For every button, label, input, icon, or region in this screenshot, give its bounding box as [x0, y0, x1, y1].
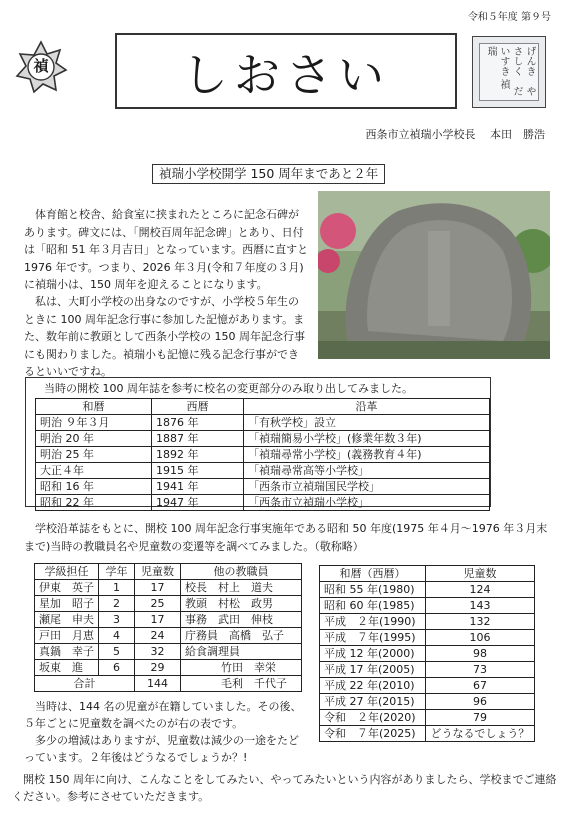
table-cell: 25 — [135, 596, 181, 612]
table-cell: 6 — [99, 660, 135, 676]
table-row — [35, 628, 302, 644]
table-cell: 1947 年 — [152, 495, 244, 511]
table-cell: 98 — [426, 646, 535, 662]
table-total-row — [35, 676, 302, 692]
table-cell: 教頭 村松 政男 — [181, 596, 302, 612]
table-cell: 星加 昭子 — [35, 596, 99, 612]
table-cell: 明治 ９年３月 — [36, 415, 152, 431]
table-row — [36, 479, 490, 495]
total-label: 合計 — [35, 676, 135, 692]
issue-number: 令和５年度 第９号 — [467, 12, 551, 23]
table-row — [35, 644, 302, 660]
table-cell: 昭和 60 年(1985) — [320, 598, 426, 614]
table-row — [36, 495, 490, 511]
table-header: 西暦 — [152, 399, 244, 415]
table-row — [35, 596, 302, 612]
table-cell: 平成 ２年(1990) — [320, 614, 426, 630]
table-cell: 1941 年 — [152, 479, 244, 495]
table-cell: 79 — [426, 710, 535, 726]
school-history-intro: 当時の開校 100 周年誌を参考に校名の変更部分のみ取り出してみました。 — [44, 382, 413, 395]
table-cell: 庁務員 高橋 弘子 — [181, 628, 302, 644]
table-cell: 106 — [426, 630, 535, 646]
table-cell: 17 — [135, 612, 181, 628]
table-row — [320, 598, 535, 614]
table-cell: 3 — [99, 612, 135, 628]
table-row — [320, 614, 535, 630]
table-header: 児童数 — [426, 566, 535, 582]
table-cell: 2 — [99, 596, 135, 612]
enrollment-trend-note: 多少の増減はありますが、児童数は減少の一途をたどっています。２年後はどうなるでしょうか？! — [24, 734, 299, 764]
total-value: 144 — [135, 676, 181, 692]
table-header-row — [36, 399, 490, 415]
table-cell: 1887 年 — [152, 431, 244, 447]
table-cell: 1876 年 — [152, 415, 244, 431]
table-cell: 1892 年 — [152, 447, 244, 463]
table-cell: 「禎瑞尋常小学校」(義務教育４年) — [244, 447, 490, 463]
table-row — [320, 678, 535, 694]
table-cell: 瀬尾 申夫 — [35, 612, 99, 628]
table-cell: 4 — [99, 628, 135, 644]
table-cell: 事務 武田 伸枝 — [181, 612, 302, 628]
survey-intro: 学校沿革誌をもとに、開校 100 周年記念行事実施年である昭和 50 年度(1975 年４月～1976 年３月末まで)当時の教職員名や児童数の変遷等を調べてみました。（敬称略） — [24, 522, 548, 553]
table-cell: 昭和 22 年 — [36, 495, 152, 511]
enrollment-note: 当時は、144 名の児童が在籍していました。その後、５年ごとに児童数を調べたのが右の表です。 — [24, 700, 302, 730]
table-header: 沿革 — [244, 399, 490, 415]
memorial-stone-photo — [318, 191, 550, 359]
school-history-table — [35, 398, 490, 511]
table-cell: 17 — [135, 580, 181, 596]
table-row — [35, 612, 302, 628]
table-cell: 平成 22 年(2010) — [320, 678, 426, 694]
table-cell: 1915 年 — [152, 463, 244, 479]
table-cell: 「西条市立禎瑞国民学校」 — [244, 479, 490, 495]
emblem-character: 禎 — [33, 57, 49, 75]
table-cell: 「有秋学校」設立 — [244, 415, 490, 431]
table-cell: 校長 村上 道夫 — [181, 580, 302, 596]
table-row — [320, 710, 535, 726]
table-row — [320, 726, 535, 742]
principal-name: 西条市立禎瑞小学校長 本田 勝浩 — [365, 128, 545, 141]
table-cell: どうなるでしょう？ — [426, 726, 535, 742]
table-cell: 令和 ７年(2025) — [320, 726, 426, 742]
table-cell: 124 — [426, 582, 535, 598]
newsletter-title: しおさい — [182, 48, 390, 102]
table-row — [320, 694, 535, 710]
school-motto: げんき やさしく だいすき 禎瑞 — [479, 43, 539, 101]
school-emblem-icon — [14, 40, 68, 94]
table-cell: 戸田 月恵 — [35, 628, 99, 644]
table-cell: 96 — [426, 694, 535, 710]
table-cell: 29 — [135, 660, 181, 676]
table-header: 学年 — [99, 564, 135, 580]
school-motto-plaque — [472, 36, 546, 108]
table-row — [36, 463, 490, 479]
staff-table — [34, 563, 302, 692]
table-cell: 昭和 16 年 — [36, 479, 152, 495]
table-row — [36, 431, 490, 447]
table-row — [320, 646, 535, 662]
table-header: 他の教職員 — [181, 564, 302, 580]
table-row — [320, 582, 535, 598]
table-cell: 明治 25 年 — [36, 447, 152, 463]
table-cell: 「西条市立禎瑞小学校」 — [244, 495, 490, 511]
table-cell: 24 — [135, 628, 181, 644]
table-cell: 平成 27 年(2015) — [320, 694, 426, 710]
table-row — [36, 447, 490, 463]
table-cell: 令和 ２年(2020) — [320, 710, 426, 726]
table-row — [35, 580, 302, 596]
table-row — [36, 415, 490, 431]
table-cell: 坂東 進 — [35, 660, 99, 676]
table-cell: 竹田 幸栄 — [181, 660, 302, 676]
table-row — [320, 630, 535, 646]
table-cell: 大正４年 — [36, 463, 152, 479]
intro-paragraph-2: 私は、大町小学校の出身なのですが、小学校５年生のときに 100 周年記念行事に参加した記憶があります。また、数年前に教頭として西条小学校の 150 周年記念行事にも関わりました。禎瑞小も記憶に残る記念行事ができるといいですね。 — [24, 295, 305, 379]
article-headline — [152, 164, 385, 184]
table-cell: 真鍋 幸子 — [35, 644, 99, 660]
table-cell: 平成 ７年(1995) — [320, 630, 426, 646]
table-row — [35, 660, 302, 676]
table-cell: 67 — [426, 678, 535, 694]
enrollment-table — [319, 565, 535, 742]
table-cell: 132 — [426, 614, 535, 630]
table-header-row — [35, 564, 302, 580]
table-cell: 平成 17 年(2005) — [320, 662, 426, 678]
table-cell: 昭和 55 年(1980) — [320, 582, 426, 598]
table-cell: 32 — [135, 644, 181, 660]
table-header: 和暦（西暦） — [320, 566, 426, 582]
table-cell: 明治 20 年 — [36, 431, 152, 447]
table-header: 和暦 — [36, 399, 152, 415]
table-cell: 5 — [99, 644, 135, 660]
table-cell: 「禎瑞尋常高等小学校」 — [244, 463, 490, 479]
table-cell: 「禎瑞簡易小学校」(修業年数３年) — [244, 431, 490, 447]
table-cell: 143 — [426, 598, 535, 614]
closing-message: 開校 150 周年に向け、こんなことをしてみたい、やってみたいという内容がありましたら、学校までご連絡ください。参考にさせていただきます。 — [12, 773, 557, 803]
table-row — [320, 662, 535, 678]
table-cell: 平成 12 年(2000) — [320, 646, 426, 662]
table-cell: 毛利 千代子 — [181, 676, 302, 692]
table-cell: 1 — [99, 580, 135, 596]
table-cell: 73 — [426, 662, 535, 678]
table-cell: 伊東 英子 — [35, 580, 99, 596]
intro-paragraph: 体育館と校舎、給食室に挟まれたところに記念石碑があります。碑文には、「開校百周年記念碑」とあり、日付は「昭和 51 年３月吉日」となっています。西暦に直すと 1976 年です。つまり、2026 年３月(令和７年度の３月)に禎瑞小は、150 周年を迎えることになります。 — [24, 208, 309, 292]
table-header-row — [320, 566, 535, 582]
table-cell: 給食調理員 — [181, 644, 302, 660]
newsletter-title-box — [115, 33, 457, 109]
table-header: 児童数 — [135, 564, 181, 580]
table-header: 学級担任 — [35, 564, 99, 580]
article-headline-text: 禎瑞小学校開学 150 周年まであと２年 — [152, 164, 385, 184]
